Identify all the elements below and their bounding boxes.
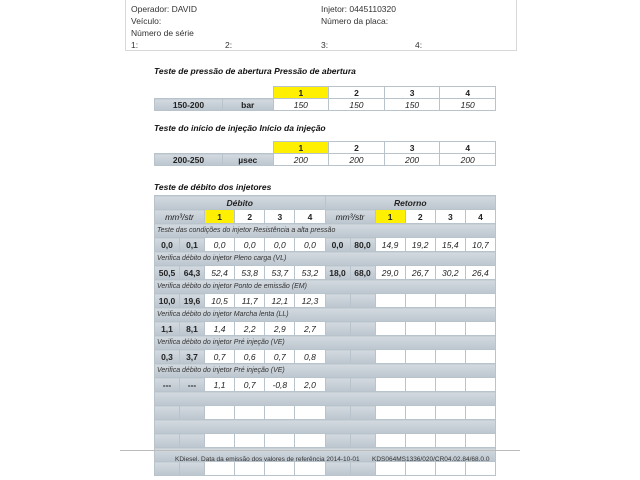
retorno-max: 68,0 <box>350 266 375 280</box>
debito-value: 0,7 <box>205 350 235 364</box>
debito-value <box>295 406 325 420</box>
retorno-value: 10,7 <box>465 238 495 252</box>
serial-4: 4: <box>415 40 423 50</box>
flow-table <box>154 195 496 476</box>
retorno-min <box>325 462 350 476</box>
debito-value: 1,1 <box>205 378 235 392</box>
debito-value: 2,2 <box>235 322 265 336</box>
retorno-value <box>405 434 435 448</box>
retorno-max <box>350 406 375 420</box>
retorno-value <box>405 322 435 336</box>
debito-value: 2,9 <box>265 322 295 336</box>
debito-value <box>265 406 295 420</box>
debito-max: --- <box>180 378 205 392</box>
injection-range: 200-250 <box>155 154 223 166</box>
col-4: 4 <box>440 87 496 99</box>
debito-max: 8,1 <box>180 322 205 336</box>
debito-max: 3,7 <box>180 350 205 364</box>
retorno-value <box>465 350 495 364</box>
flow-title: Teste de débito dos injetores <box>154 182 272 192</box>
retorno-value: 30,2 <box>435 266 465 280</box>
retorno-value <box>375 378 405 392</box>
row-label: Verifica débito do injetor Ponto de emissão (EM) <box>155 280 496 294</box>
retorno-unit: mm³/str <box>325 210 375 224</box>
vehicle-label: Veículo: <box>131 16 162 26</box>
retorno-value <box>465 378 495 392</box>
col-3: 3 <box>384 142 440 154</box>
debito-min <box>155 406 180 420</box>
retorno-max <box>350 462 375 476</box>
row-label: Teste das condições do injetor Resistência a alta pressão <box>155 224 496 238</box>
col-4: 4 <box>465 210 495 224</box>
row-label <box>155 420 496 434</box>
debito-value: 11,7 <box>235 294 265 308</box>
col-4: 4 <box>440 142 496 154</box>
retorno-min: 18,0 <box>325 266 350 280</box>
pressure-table <box>154 86 496 111</box>
retorno-value <box>465 294 495 308</box>
footer-right: KDS064MS1336/020/CR04.02.84/68.0.0 <box>372 456 490 463</box>
serial-label: Número de série <box>131 28 194 38</box>
retorno-value <box>405 350 435 364</box>
retorno-value <box>375 406 405 420</box>
retorno-value <box>375 434 405 448</box>
retorno-value <box>405 406 435 420</box>
retorno-value <box>375 294 405 308</box>
pressure-value: 150 <box>273 99 329 111</box>
col-1: 1 <box>273 87 329 99</box>
retorno-max <box>350 378 375 392</box>
retorno-max <box>350 322 375 336</box>
injection-value: 200 <box>273 154 329 166</box>
debito-value: 0,0 <box>265 238 295 252</box>
debito-value <box>235 462 265 476</box>
retorno-max <box>350 350 375 364</box>
debito-max <box>180 434 205 448</box>
col-1: 1 <box>205 210 235 224</box>
row-label: Verifica débito do injetor Marcha lenta (LL) <box>155 308 496 322</box>
retorno-value <box>465 322 495 336</box>
debito-header: Débito <box>155 196 326 210</box>
retorno-value <box>405 378 435 392</box>
retorno-value: 14,9 <box>375 238 405 252</box>
pressure-range: 150-200 <box>155 99 223 111</box>
retorno-max <box>350 294 375 308</box>
debito-min: 0,0 <box>155 238 180 252</box>
row-label: Verifica débito do injetor Pré injeção (VE) <box>155 364 496 378</box>
debito-value <box>205 434 235 448</box>
retorno-value <box>435 406 465 420</box>
debito-min: 10,0 <box>155 294 180 308</box>
debito-value <box>205 462 235 476</box>
retorno-value: 19,2 <box>405 238 435 252</box>
retorno-value <box>435 322 465 336</box>
injector-label: Injetor: 0445110320 <box>321 4 396 14</box>
serial-2: 2: <box>225 40 233 50</box>
injection-value: 200 <box>384 154 440 166</box>
debito-max <box>180 462 205 476</box>
debito-value: 0,0 <box>235 238 265 252</box>
debito-value: 10,5 <box>205 294 235 308</box>
col-2: 2 <box>329 142 385 154</box>
retorno-value <box>405 294 435 308</box>
retorno-value <box>435 350 465 364</box>
plate-label: Número da placa: <box>321 16 389 26</box>
injection-value: 200 <box>440 154 496 166</box>
retorno-value <box>375 350 405 364</box>
debito-min: --- <box>155 378 180 392</box>
retorno-min <box>325 350 350 364</box>
debito-max <box>180 406 205 420</box>
debito-value: 0,0 <box>295 238 325 252</box>
retorno-min <box>325 406 350 420</box>
retorno-min <box>325 378 350 392</box>
debito-value: 0,8 <box>295 350 325 364</box>
retorno-value <box>375 322 405 336</box>
retorno-value <box>435 294 465 308</box>
pressure-unit: bar <box>223 99 274 111</box>
col-2: 2 <box>405 210 435 224</box>
retorno-value <box>375 462 405 476</box>
debito-value: 0,6 <box>235 350 265 364</box>
debito-min: 0,3 <box>155 350 180 364</box>
footer-divider <box>120 450 520 451</box>
retorno-max <box>350 434 375 448</box>
debito-value <box>265 434 295 448</box>
debito-value: 12,3 <box>295 294 325 308</box>
debito-max: 19,6 <box>180 294 205 308</box>
retorno-value: 26,7 <box>405 266 435 280</box>
retorno-value <box>435 378 465 392</box>
col-3: 3 <box>435 210 465 224</box>
pressure-value: 150 <box>440 99 496 111</box>
row-label <box>155 392 496 406</box>
retorno-value <box>465 406 495 420</box>
retorno-value <box>435 434 465 448</box>
debito-value: 53,7 <box>265 266 295 280</box>
serial-3: 3: <box>321 40 329 50</box>
debito-value: -0,8 <box>265 378 295 392</box>
debito-min <box>155 462 180 476</box>
debito-min <box>155 434 180 448</box>
col-4: 4 <box>295 210 325 224</box>
debito-value <box>235 406 265 420</box>
col-2: 2 <box>235 210 265 224</box>
retorno-value: 26,4 <box>465 266 495 280</box>
retorno-value <box>435 462 465 476</box>
retorno-value <box>465 462 495 476</box>
debito-value: 0,7 <box>265 350 295 364</box>
retorno-min: 0,0 <box>325 238 350 252</box>
row-label: Verifica débito do injetor Pré injeção (VE) <box>155 336 496 350</box>
debito-value <box>205 406 235 420</box>
col-2: 2 <box>329 87 385 99</box>
retorno-value: 15,4 <box>435 238 465 252</box>
debito-value: 0,0 <box>205 238 235 252</box>
debito-unit: mm³/str <box>155 210 205 224</box>
col-1: 1 <box>273 142 329 154</box>
injection-title: Teste do início de injeção Início da injeção <box>154 123 326 133</box>
injection-value: 200 <box>329 154 385 166</box>
pressure-value: 150 <box>329 99 385 111</box>
serial-1: 1: <box>131 40 139 50</box>
retorno-value: 29,0 <box>375 266 405 280</box>
footer-left: KDiesel. Data da emissão dos valores de referência 2014-10-01 <box>175 456 360 463</box>
debito-value <box>295 462 325 476</box>
debito-min: 50,5 <box>155 266 180 280</box>
injection-table <box>154 141 496 166</box>
operator-label: Operador: DAVID <box>131 4 197 14</box>
retorno-min <box>325 434 350 448</box>
debito-max: 0,1 <box>180 238 205 252</box>
debito-value <box>265 462 295 476</box>
col-1: 1 <box>375 210 405 224</box>
debito-value <box>295 434 325 448</box>
injection-unit: µsec <box>223 154 274 166</box>
debito-value: 53,2 <box>295 266 325 280</box>
debito-value: 1,4 <box>205 322 235 336</box>
retorno-max: 80,0 <box>350 238 375 252</box>
debito-value <box>235 434 265 448</box>
retorno-min <box>325 322 350 336</box>
debito-value: 52,4 <box>205 266 235 280</box>
pressure-title: Teste de pressão de abertura Pressão de abertura <box>154 66 356 76</box>
col-3: 3 <box>384 87 440 99</box>
debito-value: 53,8 <box>235 266 265 280</box>
row-label: Verifica débito do injetor Pleno carga (VL) <box>155 252 496 266</box>
retorno-value <box>405 462 435 476</box>
debito-value: 2,7 <box>295 322 325 336</box>
retorno-min <box>325 294 350 308</box>
pressure-value: 150 <box>384 99 440 111</box>
retorno-value <box>465 434 495 448</box>
debito-value: 0,7 <box>235 378 265 392</box>
debito-value: 12,1 <box>265 294 295 308</box>
col-3: 3 <box>265 210 295 224</box>
debito-value: 2,0 <box>295 378 325 392</box>
retorno-header: Retorno <box>325 196 496 210</box>
debito-min: 1,1 <box>155 322 180 336</box>
debito-max: 64,3 <box>180 266 205 280</box>
